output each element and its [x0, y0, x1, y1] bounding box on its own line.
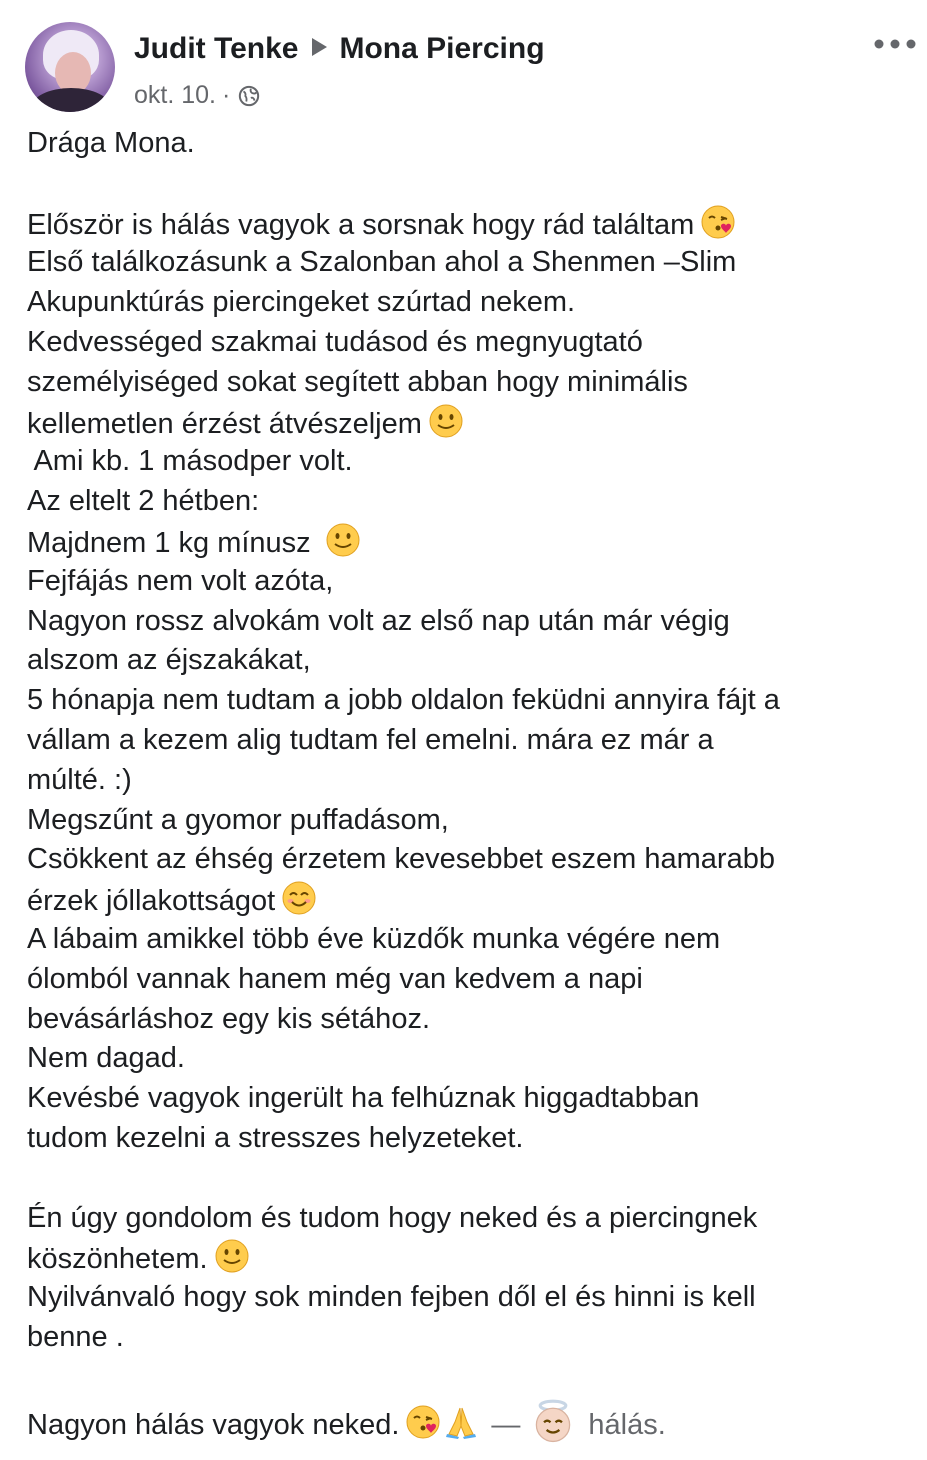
avatar-shoulders — [31, 88, 111, 112]
slight-smile-emoji-icon — [428, 403, 464, 439]
slight-smile-emoji-icon — [325, 522, 361, 558]
kissing-heart-emoji-icon — [700, 204, 736, 240]
post-line: kellemetlen érzést átvészeljem — [27, 403, 917, 443]
post-line: érzek jóllakottságot — [27, 880, 917, 920]
post-line: Ami kb. 1 másodper volt. — [27, 445, 353, 478]
blush-emoji-icon — [281, 880, 317, 916]
post-line: személyiséged sokat segített abban hogy minimális — [27, 365, 688, 398]
post-line: Kedvességed szakmai tudásod és megnyugtató — [27, 325, 643, 358]
post-line: Én úgy gondolom és tudom hogy neked és a piercingnek — [27, 1201, 758, 1234]
post-line: ólomból vannak hanem még van kedvem a napi — [27, 962, 643, 995]
target-page-name[interactable]: Mona Piercing — [339, 32, 545, 65]
post-line: Az eltelt 2 hétben: — [27, 485, 260, 518]
post-line: Nyilvánvaló hogy sok minden fejben dől el és hinni is kell — [27, 1281, 756, 1314]
post-line: A lábaim amikkel több éve küzdők munka végére nem — [27, 922, 721, 955]
post-line: Nagyon rossz alvokám volt az első nap után már végig — [27, 604, 730, 637]
post-line: múlté. :) — [27, 763, 132, 796]
globe-icon[interactable] — [238, 85, 260, 107]
post-line — [27, 1358, 917, 1398]
post-line — [27, 164, 917, 204]
post-body — [27, 124, 917, 1441]
post-line: Majdnem 1 kg mínusz — [27, 522, 917, 562]
post-line: vállam a kezem alig tudtam fel emelni. mára ez már a — [27, 723, 714, 756]
author-name[interactable]: Judit Tenke — [134, 32, 299, 65]
post-line: Csökkent az éhség érzetem kevesebbet eszem hamarabb — [27, 843, 775, 876]
post-line: Megszűnt a gyomor puffadásom, — [27, 803, 449, 836]
innocent-emoji-icon — [530, 1398, 576, 1444]
post-line: Nem dagad. — [27, 1042, 185, 1075]
post-line: benne . — [27, 1320, 124, 1353]
post-line: Kevésbé vagyok ingerült ha felhúznak higgadtabban — [27, 1082, 700, 1115]
meta-separator: · — [222, 81, 231, 109]
post-line: tudom kezelni a stresszes helyzeteket. — [27, 1121, 524, 1154]
post-line: Akupunktúrás piercingeket szúrtad nekem. — [27, 286, 576, 319]
folded-hands-emoji-icon — [443, 1404, 479, 1440]
post-line: Fejfájás nem volt azóta, — [27, 564, 334, 597]
post-line: bevásárláshoz egy kis sétához. — [27, 1002, 430, 1035]
post-title — [134, 30, 545, 68]
feeling-label[interactable]: hálás. — [588, 1408, 666, 1441]
post-line: köszönhetem. — [27, 1238, 917, 1278]
kissing-heart-emoji-icon — [405, 1404, 441, 1440]
slight-smile-emoji-icon — [214, 1238, 250, 1274]
post-meta — [134, 80, 260, 110]
post-line — [27, 1159, 917, 1199]
post-line: Első találkozásunk a Szalonban ahol a Shenmen –Slim — [27, 246, 737, 279]
post-line: Drága Mona. — [27, 127, 195, 159]
author-avatar[interactable] — [25, 22, 115, 112]
post-line: 5 hónapja nem tudtam a jobb oldalon feküdni annyira fájt a — [27, 684, 780, 717]
post-date[interactable]: okt. 10. — [134, 81, 216, 109]
arrow-right-icon — [312, 38, 327, 56]
post-line: alszom az éjszakákat, — [27, 644, 311, 677]
post-line: Először is hálás vagyok a sorsnak hogy rád találtam — [27, 204, 917, 244]
more-horizontal-icon[interactable] — [873, 38, 917, 50]
feeling-dash: — — [491, 1408, 521, 1441]
post-line-feeling: Nagyon hálás vagyok neked. — hálás. — [27, 1398, 917, 1438]
post-header — [0, 0, 927, 120]
